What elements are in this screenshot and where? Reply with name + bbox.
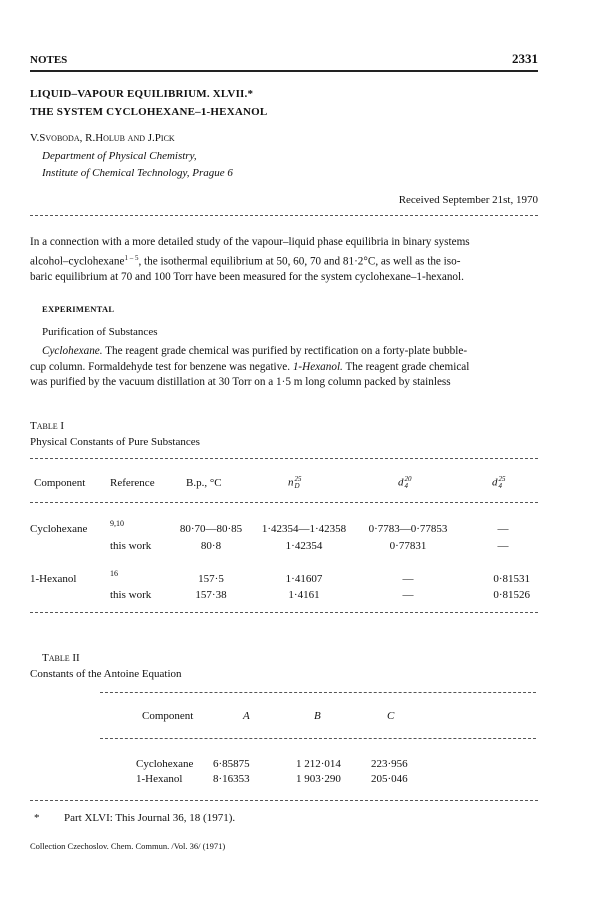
table2-cell-c: 205·046 xyxy=(371,773,408,785)
affiliation-line2: Institute of Chemical Technology, Prague 6 xyxy=(42,167,233,179)
table1-cell-component: 1-Hexanol xyxy=(30,573,77,585)
article-title-line1: LIQUID–VAPOUR EQUILIBRIUM. XLVII.* xyxy=(30,88,254,100)
received-date: Received September 21st, 1970 xyxy=(398,194,538,206)
citation-superscript: 1 – 5 xyxy=(124,253,139,262)
table1-header-bp: B.p., °C xyxy=(186,477,222,489)
table1-cell-bp: 80·8 xyxy=(200,540,222,552)
table2-header-a: A xyxy=(243,710,250,722)
table2-cell-component: 1-Hexanol xyxy=(136,773,183,785)
table2-cell-component: Cyclohexane xyxy=(136,758,194,770)
table1-cell-d25: — xyxy=(497,523,509,535)
intro-line: alcohol–cyclohexane$^{1 - 5}$, the isothermal equilibrium at 50, 60, 70 and 81·2°C, as well as the iso- xyxy=(30,253,461,268)
table1-cell-n: 1·41607 xyxy=(285,573,323,585)
table1-top-rule xyxy=(30,458,538,459)
table2-header-b: B xyxy=(314,710,321,722)
experimental-line: was purified by the vacuum distillation at 30 Torr on a 1·5 m long column packed by stainless xyxy=(30,376,451,388)
table1-header-density25: d 25 4 xyxy=(492,475,506,490)
table2-header-component: Component xyxy=(142,710,194,722)
table1-cell-n: 1·4161 xyxy=(288,589,320,601)
table1-cell-d20: — xyxy=(402,573,414,585)
table2-caption: Constants of the Antoine Equation xyxy=(30,668,182,680)
table1-cell-reference: 16 xyxy=(110,569,118,578)
table1-cell-d25: 0·81526 xyxy=(493,589,530,601)
table2-cell-c: 223·956 xyxy=(371,758,408,770)
authors: V.Svoboda, R.Holub and J.Pick xyxy=(30,132,175,144)
footer-citation: Collection Czechoslov. Chem. Commun. /Vol. 36/ (1971) xyxy=(30,841,226,851)
table1-cell-d20: 0·77831 xyxy=(389,540,427,552)
table1-label: Table I xyxy=(30,420,65,432)
table1-caption: Physical Constants of Pure Substances xyxy=(30,436,200,448)
table2-top-rule xyxy=(100,692,536,693)
table1-header-component: Component xyxy=(34,477,86,489)
table1-cell-component: Cyclohexane xyxy=(30,523,88,535)
table2-cell-b: 1 212·014 xyxy=(296,758,341,770)
page-number: 2331 xyxy=(512,51,538,66)
table1-cell-reference: this work xyxy=(110,589,152,601)
table2-bottom-rule xyxy=(30,800,538,801)
table2-label: Table II xyxy=(42,652,80,664)
table1-header-reference: Reference xyxy=(110,477,155,489)
table1-cell-bp: 157·5 xyxy=(198,573,224,585)
table2-cell-a: 6·85875 xyxy=(213,758,250,770)
purification-subheading: Purification of Substances xyxy=(42,326,158,338)
table1-cell-n: 1·42354—1·42358 xyxy=(261,523,347,535)
table1-cell-d20: — xyxy=(402,589,414,601)
table1-header-refractive-index: n 25 D xyxy=(288,475,302,490)
affiliation-line1: Department of Physical Chemistry, xyxy=(42,150,197,162)
table1-cell-bp: 80·70—80·85 xyxy=(179,523,243,535)
table2-cell-a: 8·16353 xyxy=(213,773,250,785)
table1-cell-n: 1·42354 xyxy=(285,540,323,552)
table1-cell-d25: — xyxy=(497,540,509,552)
table1-bottom-rule xyxy=(30,612,538,613)
header-rule xyxy=(30,70,538,72)
table1-cell-d20: 0·7783—0·77853 xyxy=(368,523,448,535)
table2-header-c: C xyxy=(387,710,395,722)
experimental-paragraph xyxy=(30,344,538,391)
footnote-mark: * xyxy=(34,812,40,824)
table1-header-rule xyxy=(30,502,538,503)
experimental-line: cup column. Formaldehyde test for benzene was negative. 1-Hexanol. The reagent grade chemical xyxy=(30,360,470,373)
footnote-text: Part XLVI: This Journal 36, 18 (1971). xyxy=(64,812,236,824)
table1-cell-d25: 0·81531 xyxy=(493,573,530,585)
intro-paragraph xyxy=(30,235,538,285)
table2-cell-b: 1 903·290 xyxy=(296,773,341,785)
table1-cell-reference: this work xyxy=(110,540,152,552)
intro-line: In a connection with a more detailed study of the vapour–liquid phase equilibria in binary systems xyxy=(30,236,470,248)
section-divider xyxy=(30,215,538,216)
table2-header-rule xyxy=(100,738,536,739)
experimental-heading: EXPERIMENTAL xyxy=(42,304,115,314)
running-header-section: NOTES xyxy=(30,54,68,66)
table1-cell-bp: 157·38 xyxy=(195,589,227,601)
intro-line: baric equilibrium at 70 and 100 Torr have been measured for the system cyclohexane–1-hexanol. xyxy=(30,270,464,283)
table1-header-density20: d 20 4 xyxy=(398,475,412,490)
article-title-line2: THE SYSTEM CYCLOHEXANE–1-HEXANOL xyxy=(30,106,268,118)
table1-cell-reference: 9,10 xyxy=(110,519,124,528)
experimental-line: Cyclohexane. The reagent grade chemical was purified by rectification on a forty-plate bubble- xyxy=(42,345,468,357)
